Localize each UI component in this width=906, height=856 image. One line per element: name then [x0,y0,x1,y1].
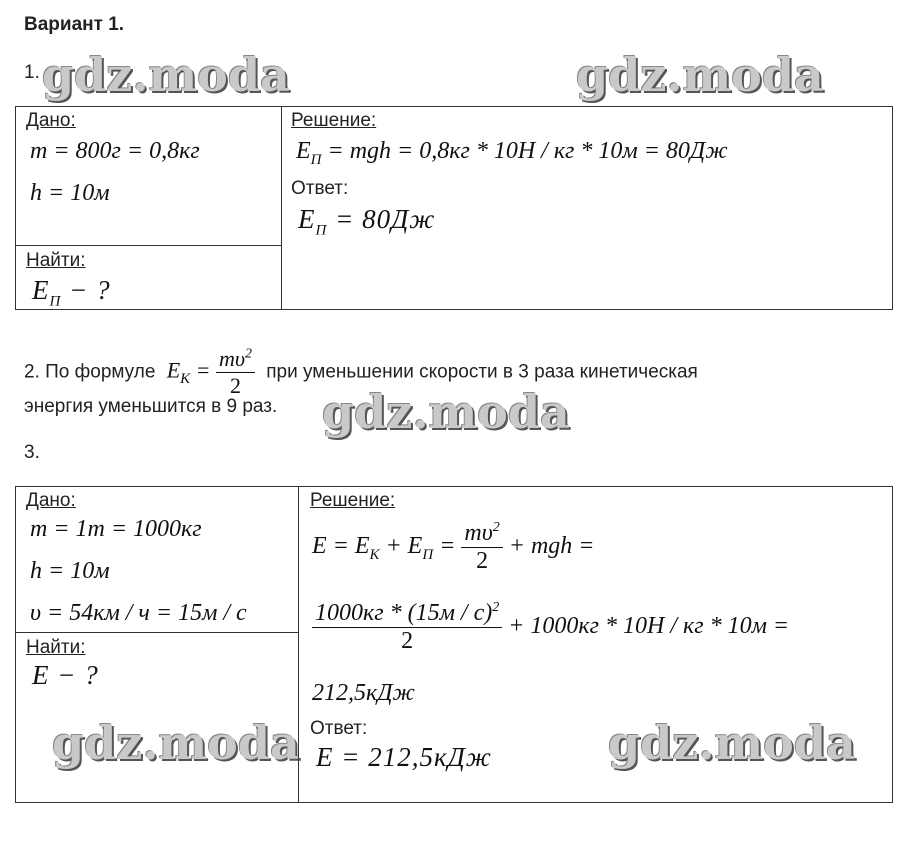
solution-line1-tail: + mgh = [508,533,595,560]
formula-denominator: 2 [216,372,255,399]
fraction2-denominator: 2 [312,627,502,655]
fraction2-numerator-text: 1000кг * (15м / с) [315,600,493,626]
answer-expression: = 80Дж [335,204,436,234]
given-velocity: υ = 54км / ч = 15м / с [30,600,247,626]
formula-numerator-text: mυ [218,346,245,371]
answer-value: E = 212,5кДж [316,742,492,772]
fraction2-numerator: 1000кг * (15м / с)$^2$ [315,600,500,626]
given-height: h = 10м [30,180,110,206]
given-label: Дано: [26,110,76,131]
table-divider [15,632,298,633]
find-label: Найти: [26,250,86,271]
answer-label: Ответ: [291,178,349,199]
solution-label: Решение: [310,490,396,511]
formula-numerator: $m\upsilon^2$ [218,346,252,371]
solution-fraction1 [461,520,502,575]
fraction1-denominator: 2 [461,547,502,575]
watermark: gdz.moda [576,48,824,102]
solution-line1: $E = E_К + E_П$ = $\frac{m\upsilon^2}{2}$ + mgh = [312,520,595,574]
kinetic-energy-formula: $E_К$ = $\frac{m\upsilon^2}{2}$ [167,346,255,399]
solution-expression: = mgh = 0,8кг * 10Н / кг * 10м = 80Дж [327,138,728,164]
table-divider [298,486,299,803]
fraction1-numerator: $m\upsilon^2$ [464,520,500,546]
page-title: Вариант 1. [24,14,125,35]
answer-value: $E_П = 80Дж$ [298,204,436,239]
given-mass: m = 1т = 1000кг [30,516,202,542]
watermark: gdz.moda [52,716,300,770]
watermark: gdz.moda [608,716,856,770]
solution-label: Решение: [291,110,377,131]
given-label: Дано: [26,490,76,511]
table-divider [15,245,281,246]
find-label: Найти: [26,637,86,658]
given-mass: m = 800г = 0,8кг [30,138,200,164]
solution-result: 212,5кДж [312,680,415,706]
find-quantity: E − ? [32,660,99,690]
solution-fraction2 [312,600,502,655]
solution-line2-tail: + 1000кг * 10Н / кг * 10м = [508,613,790,640]
problem1-table [15,106,893,310]
problem2-suffix: при уменьшении скорости в 3 раза кинетическая [266,361,698,383]
problem2-prefix: 2. По формуле [24,361,156,383]
solution-formula: $E_П$ = mgh = 0,8кг * 10Н / кг * 10м = 80Дж [296,138,728,168]
problem2-line1 [24,346,698,399]
problem2-line2: энергия уменьшится в 9 раз. [24,396,278,417]
solution-line2 [312,600,789,655]
problem-number: 3. [24,442,40,463]
given-height: h = 10м [30,558,110,584]
watermark: gdz.moda [42,48,290,102]
table-divider [281,106,282,310]
watermark: gdz.moda [322,385,570,439]
problem-number: 1. [24,62,40,83]
find-quantity: $E_П$ − ? [32,275,111,310]
formula-fraction [216,346,255,399]
answer-label: Ответ: [310,718,368,739]
